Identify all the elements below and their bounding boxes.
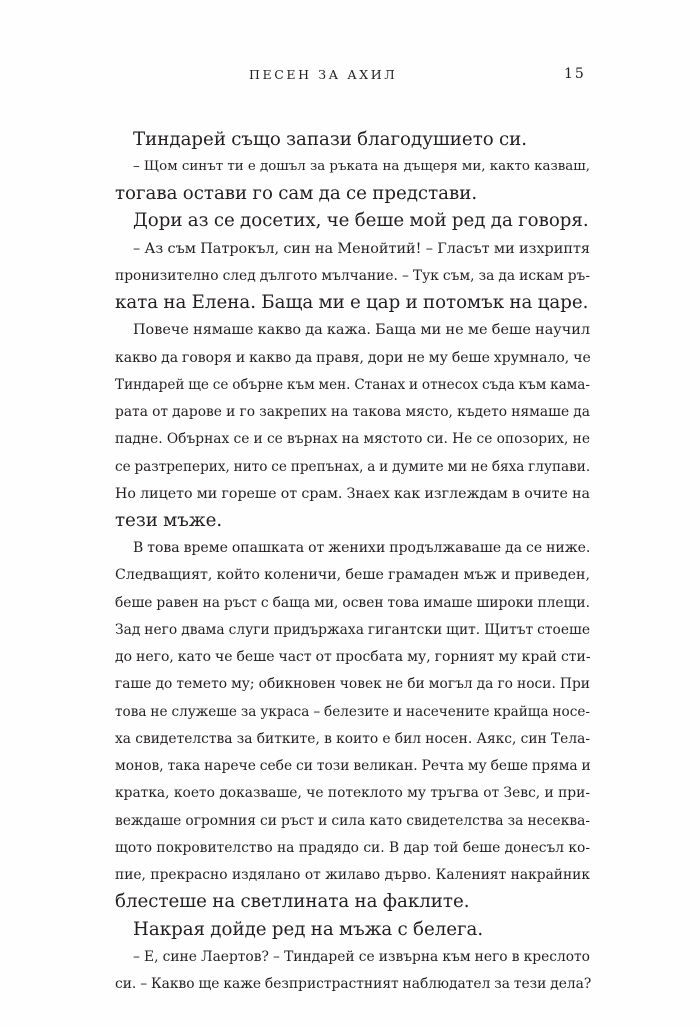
text-line: пие, прекрасно издялано от жилаво дърво. Каленият накрайник	[115, 867, 590, 883]
text-line: Дори аз се досетих, че беше мой ред да говоря.	[133, 210, 589, 231]
text-line: какво да говоря и какво да правя, дори не му беше хрумнало, че	[115, 350, 591, 366]
text-line: В това време опашката от женихи продължаваше да се ниже.	[133, 540, 591, 556]
text-line: рата от дарове и го закрепих на такова място, където нямаше да	[115, 404, 590, 420]
text-line: Повече нямаше какво да кажа. Баща ми не ме беше научил	[133, 322, 590, 338]
text-line: беше равен на ръст с баща ми, освен това имаше широки плещи.	[115, 595, 590, 611]
text-line: блестеше на светлината на факлите.	[115, 891, 470, 912]
text-line: тези мъже.	[115, 510, 223, 531]
text-line: щото покровителство на прадядо си. В дар той беше донесъл ко-	[115, 840, 590, 856]
text-line: гаше до темето му; обикновен човек не би могъл да го носи. При	[115, 676, 590, 692]
text-line: пронизително след дългото мълчание. – Тук съм, за да искам ръ-	[115, 268, 590, 284]
text-line: Накрая дойде ред на мъжа с белега.	[133, 919, 484, 940]
text-line: Зад него двама слуги придържаха гигантски щит. Щитът стоеше	[115, 622, 590, 638]
text-line: – Щом синът ти е дошъл за ръката на дъщеря ми, както казваш,	[133, 159, 590, 174]
text-line: ката на Елена. Баща ми е цар и потомък на царе.	[115, 292, 589, 313]
page-number: 15	[564, 66, 586, 82]
text-line: – Е, сине Лаертов? – Тиндарей се извърна към него в креслото	[133, 949, 590, 965]
text-line: до него, като че беше част от просбата му, горният му край сти-	[115, 649, 591, 665]
text-line: кратка, което доказваше, че потеклото му тръгва от Зевс, и при-	[115, 785, 590, 801]
text-line: се разтреперих, нито се препънах, а и думите ми не бяха глупави.	[115, 459, 591, 475]
text-line: монов, така нарече себе си този великан. Речта му беше пряма и	[115, 758, 591, 774]
text-line: – Аз съм Патрокъл, син на Менойтий! – Гласът ми изхриптя	[133, 241, 590, 257]
text-line: Тиндарей също запази благодушието си.	[133, 129, 528, 150]
text-line: ха свидетелства за битките, в които е бил носен. Аякс, син Тела-	[115, 731, 590, 747]
text-line: Но лицето ми гореше от срам. Знаех как изглеждам в очите на	[115, 486, 590, 502]
text-line: веждаше огромния си ръст и сила като свидетелства за несеква-	[115, 813, 590, 829]
running-title: ПЕСЕН ЗА АХИЛ	[249, 67, 398, 82]
text-line: това не служеше за украса – белезите и насечените крайща носе-	[115, 704, 590, 720]
text-line: Следващият, който коленичи, беше грамаден мъж и приведен,	[115, 567, 590, 583]
text-line: тогава остави го сам да се представи.	[115, 183, 478, 204]
text-line: Тиндарей ще се обърне към мен. Станах и отнесох съда към кама-	[115, 377, 590, 393]
text-line: падне. Обърнах се и се върнах на мястото си. Не се опозорих, не	[115, 431, 590, 447]
text-line: си. – Какво ще каже безпристрастният наблюдател за тези дела?	[115, 976, 592, 992]
